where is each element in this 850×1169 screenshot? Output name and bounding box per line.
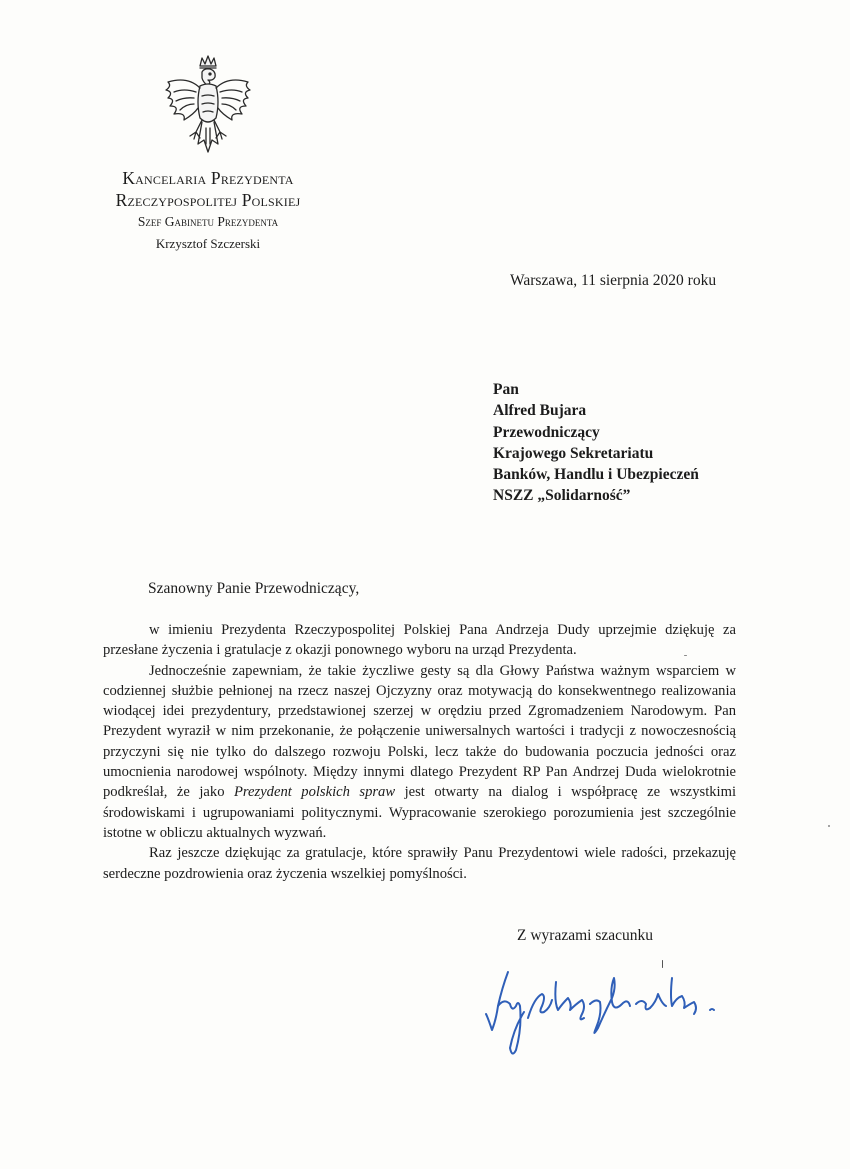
office-header xyxy=(70,168,346,252)
recipient-line: Alfred Bujara xyxy=(493,402,587,420)
body-paragraph: Raz jeszcze dziękując za gratulacje, które sprawiły Panu Prezydentowi wiele radości, przekazuję serdeczne pozdrowienia oraz życzenia wszelkiej pomyślności. xyxy=(103,845,736,882)
recipient-line: Pan xyxy=(493,381,519,398)
body-text-run: jest otwarty na dialog i współpracę ze wszystkimi środowiskami i ugrupowaniami politycznymi. Wypracowanie szerokiego porozumienia jest szczególnie istotne w obliczu aktualnych wyzwań. xyxy=(103,784,737,841)
recipient-line: NSZZ „Solidarność” xyxy=(493,487,631,505)
office-name-country: Rzeczypospolitej Polskiej xyxy=(115,189,301,210)
white-eagle-emblem-icon xyxy=(160,52,256,162)
scan-speck xyxy=(684,655,687,656)
letter-body xyxy=(103,620,736,884)
recipient-line: Krajowego Sekretariatu xyxy=(493,444,654,462)
scan-speck xyxy=(662,960,663,968)
recipient-line: Przewodniczący xyxy=(493,423,600,441)
emphasized-phrase: Prezydent polskich spraw xyxy=(233,784,396,801)
office-position: Szef Gabinetu Prezydenta xyxy=(137,213,279,229)
salutation: Szanowny Panie Przewodniczący, xyxy=(148,580,360,597)
body-text-run: Jednocześnie zapewniam, że takie życzliwe gesty są dla Głowy Państwa ważnym wsparciem w codziennej służbie pełnionej na rzecz naszej Ojczyzny oraz motywacją do konsekwentnego realizowania wiodącej idei prezydentury, przedstawionej szerzej w orędziu przed Zgromadzeniem Narodowym. Pan Prezydent wyraził w nim przekonanie, że połączenie uniwersalnych wartości i tradycji z nowoczesnością przyczyni się nie tylko do dalszego rozwoju Polski, lecz także do budowania poczucia jedności oraz umocnienia narodowej wspólnoty. Między innymi dlatego Prezydent RP Pan Andrzej Duda wielokrotnie podkreślał, że jako xyxy=(103,662,736,801)
office-person: Krzysztof Szczerski xyxy=(155,235,261,251)
recipient-line: Banków, Handlu i Ubezpieczeń xyxy=(493,466,699,484)
body-paragraph: w imieniu Prezydenta Rzeczypospolitej Polskiej Pana Andrzeja Dudy uprzejmie dziękuję za przesłane życzenia i gratulacje z okazji ponownego wyboru na urząd Prezydenta. xyxy=(103,622,736,659)
office-name: Kancelaria Prezydenta xyxy=(122,168,294,188)
closing-phrase: Z wyrazami szacunku xyxy=(517,927,653,944)
recipient-block xyxy=(493,379,699,507)
body-paragraph xyxy=(103,661,736,844)
letter-date: Warszawa, 11 sierpnia 2020 roku xyxy=(510,272,717,289)
handwritten-signature-icon xyxy=(472,958,734,1058)
scan-speck xyxy=(828,825,830,827)
